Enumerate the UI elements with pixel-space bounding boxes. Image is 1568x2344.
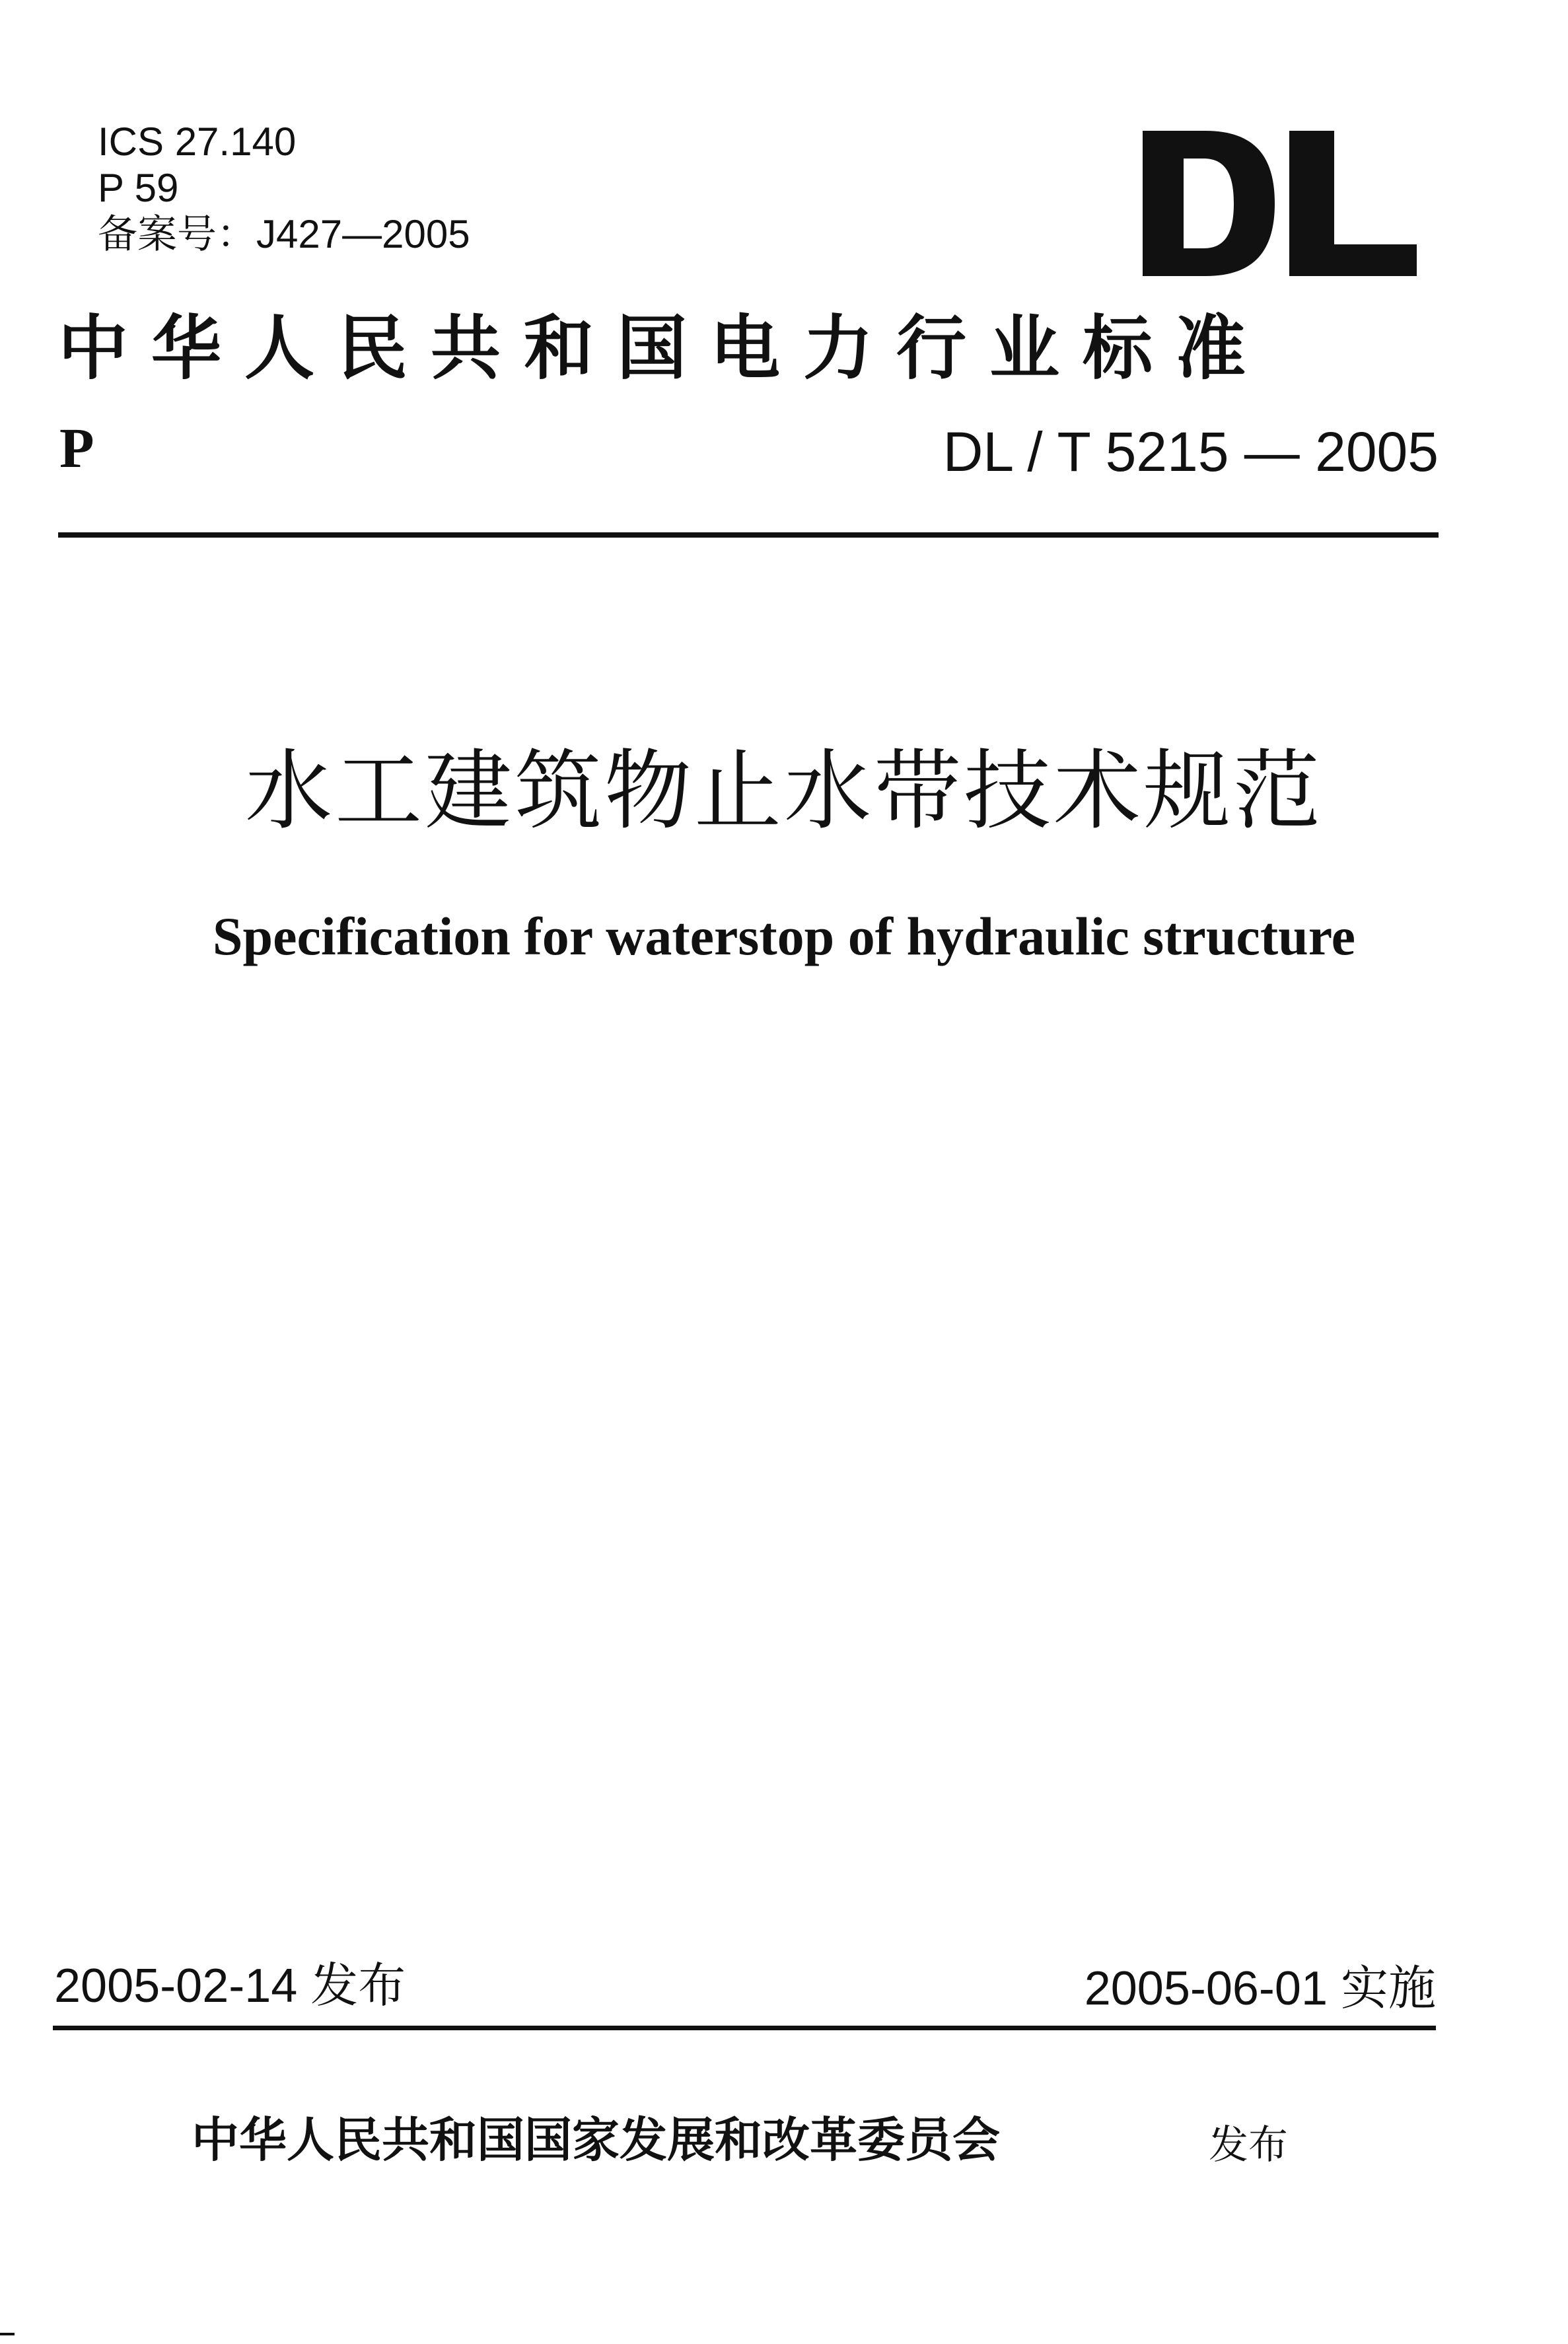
- publisher-name: 中华人民共和国国家发展和改革委员会: [192, 2112, 1001, 2168]
- bottom-divider: [53, 2026, 1436, 2030]
- scan-corner-mark: [0, 2333, 15, 2335]
- standard-number: DL / T 5215 — 2005: [943, 421, 1439, 483]
- category-letter: P: [59, 416, 94, 479]
- industry-standard-heading: 中华人民共和国电力行业标准: [58, 306, 1269, 389]
- classification-code: P 59: [98, 166, 179, 210]
- document-title-chinese: 水工建筑物止水带技术规范: [245, 740, 1323, 842]
- effective-date: 2005-06-01 实施: [1084, 1962, 1436, 2015]
- top-divider: [58, 532, 1439, 538]
- publisher-suffix: 发布: [1209, 2122, 1288, 2168]
- issue-date: 2005-02-14 发布: [54, 1960, 406, 2012]
- ics-code: ICS 27.140: [98, 120, 297, 164]
- record-number: 备案号：J427—2005: [98, 212, 470, 256]
- dl-logo: [1143, 131, 1420, 276]
- document-title-english: Specification for waterstop of hydraulic structure: [212, 906, 1356, 966]
